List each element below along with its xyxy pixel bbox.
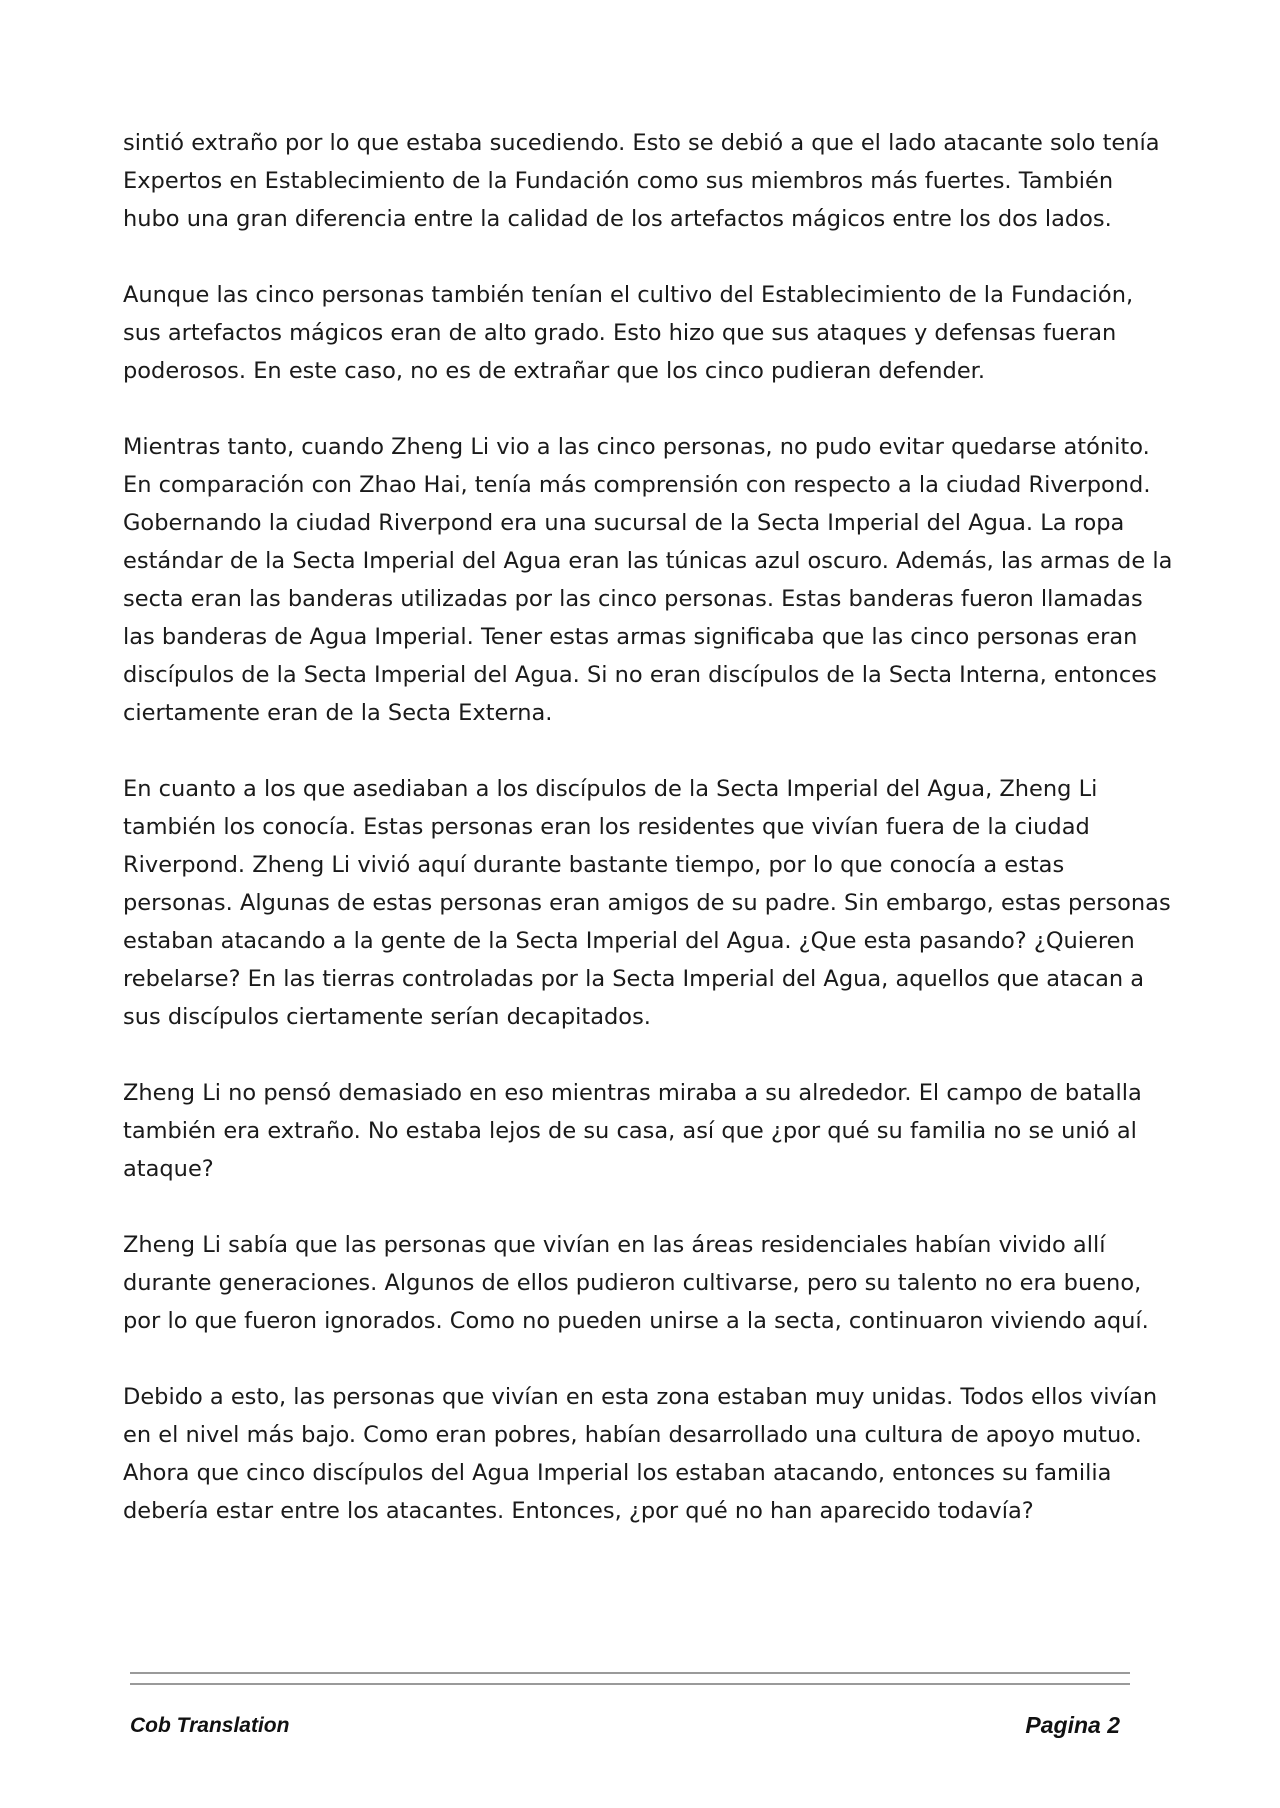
footer-page-number: Pagina 2 (1025, 1712, 1120, 1738)
paragraph-7: Debido a esto, las personas que vivían en esta zona estaban muy unidas. Todos ellos vivían en el nivel más bajo. Como eran pobres, habían desarrollado una cultura de apoyo mutuo. Ahora que cinco discípulos del Agua Imperial los estaban atacando, entonces su familia debería estar entre los atacantes. Entonces, ¿por qué no han aparecido todavía? (123, 1384, 1158, 1524)
document-body (123, 124, 1173, 1568)
footer-divider-top (130, 1672, 1130, 1674)
paragraph-2: Aunque las cinco personas también tenían el cultivo del Establecimiento de la Fundación, sus artefactos mágicos eran de alto grado. Esto hizo que sus ataques y defensas fueran poderosos. En este caso, no es de extrañar que los cinco pudieran defender. (123, 282, 1134, 384)
footer-translator-name: Cob Translation (130, 1714, 290, 1737)
paragraph-6: Zheng Li sabía que las personas que vivían en las áreas residenciales habían vivido allí durante generaciones. Algunos de ellos pudieron cultivarse, pero su talento no era bueno, por lo que fueron ignorados. Como no pueden unirse a la secta, continuaron viviendo aquí. (123, 1232, 1149, 1334)
paragraph-5: Zheng Li no pensó demasiado en eso mientras miraba a su alrededor. El campo de batalla también era extraño. No estaba lejos de su casa, así que ¿por qué su familia no se unió al ataque? (123, 1080, 1142, 1182)
paragraph-3: Mientras tanto, cuando Zheng Li vio a las cinco personas, no pudo evitar quedarse atónito. En comparación con Zhao Hai, tenía más comprensión con respecto a la ciudad Riverpond. Gobernando la ciudad Riverpond era una sucursal de la Secta Imperial del Agua. La ropa estándar de la Secta Imperial del Agua eran las túnicas azul oscuro. Además, las armas de la secta eran las banderas utilizadas por las cinco personas. Estas banderas fueron llamadas las banderas de Agua Imperial. Tener estas armas significaba que las cinco personas eran discípulos de la Secta Imperial del Agua. Si no eran discípulos de la Secta Interna, entonces ciertamente eran de la Secta Externa. (123, 434, 1173, 726)
paragraph-4: En cuanto a los que asediaban a los discípulos de la Secta Imperial del Agua, Zheng Li también los conocía. Estas personas eran los residentes que vivían fuera de la ciudad Riverpond. Zheng Li vivió aquí durante bastante tiempo, por lo que conocía a estas personas. Algunas de estas personas eran amigos de su padre. Sin embargo, estas personas estaban atacando a la gente de la Secta Imperial del Agua. ¿Que esta pasando? ¿Quieren rebelarse? En las tierras controladas por la Secta Imperial del Agua, aquellos que atacan a sus discípulos ciertamente serían decapitados. (123, 776, 1171, 1030)
paragraph-1: sintió extraño por lo que estaba sucediendo. Esto se debió a que el lado atacante solo tenía Expertos en Establecimiento de la Fundación como sus miembros más fuertes. También hubo una gran diferencia entre la calidad de los artefactos mágicos entre los dos lados. (123, 130, 1160, 232)
footer-divider-bottom (130, 1683, 1130, 1685)
